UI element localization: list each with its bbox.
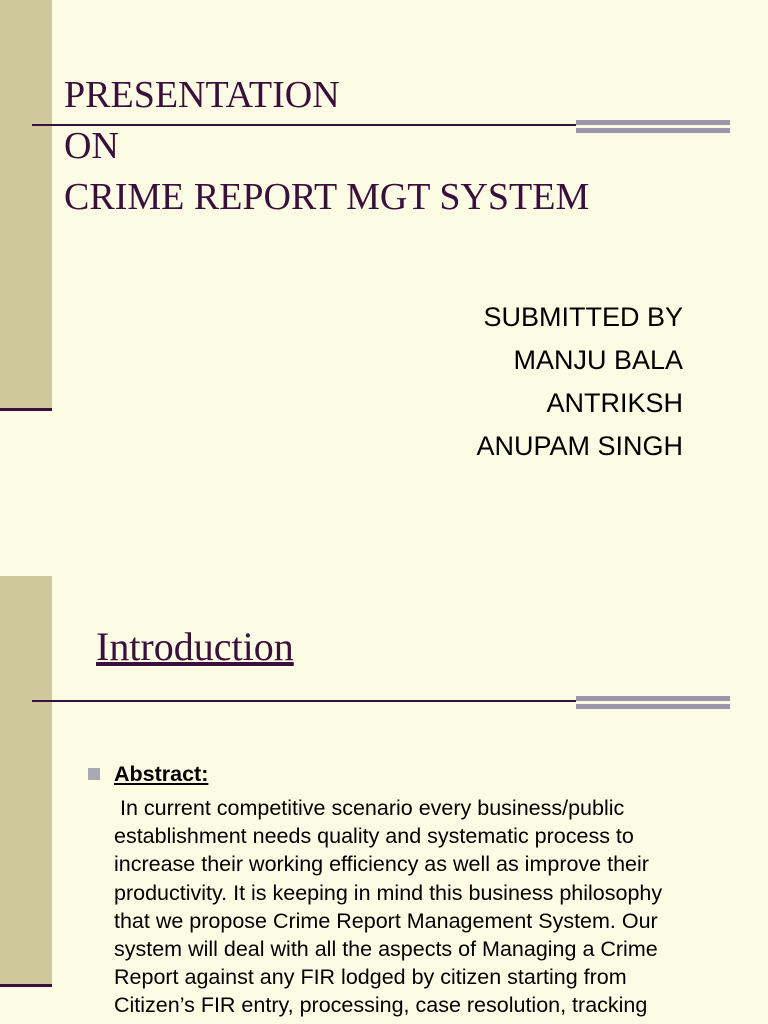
slide-title: Introduction bbox=[96, 624, 294, 669]
title-line-3: CRIME REPORT MGT SYSTEM bbox=[64, 176, 590, 218]
abstract-paragraph bbox=[114, 794, 724, 1020]
submitted-by-label: SUBMITTED BY bbox=[483, 302, 683, 332]
sidebar-stripe bbox=[0, 0, 52, 408]
sidebar-stripe bbox=[0, 576, 52, 984]
title-line-1: PRESENTATION bbox=[64, 74, 340, 116]
sidebar-underline bbox=[0, 984, 52, 987]
author-name: ANUPAM SINGH bbox=[476, 431, 683, 461]
author-name: ANTRIKSH bbox=[546, 388, 683, 418]
abstract-line: that we propose Crime Report Management System. Our bbox=[114, 908, 658, 933]
sidebar-underline bbox=[0, 408, 52, 411]
abstract-line: In current competitive scenario every business/public bbox=[114, 796, 625, 820]
accent-bar bbox=[576, 120, 730, 133]
title-line-2: ON bbox=[64, 125, 119, 167]
authors-block bbox=[476, 296, 683, 468]
accent-bar bbox=[576, 696, 730, 709]
abstract-line: productivity. It is keeping in mind this business philosophy bbox=[114, 880, 663, 905]
abstract-line: Report against any FIR lodged by citizen starting from bbox=[114, 965, 627, 990]
abstract-label: Abstract: bbox=[114, 762, 209, 786]
author-name: MANJU BALA bbox=[513, 345, 683, 375]
square-bullet-icon bbox=[88, 768, 100, 780]
presentation-title bbox=[64, 70, 589, 223]
title-divider bbox=[32, 700, 580, 702]
abstract-line: increase their working efficiency as well as improve their bbox=[114, 852, 649, 877]
slide-2 bbox=[0, 576, 768, 1024]
abstract-line: Citizen’s FIR entry, processing, case resolution, tracking bbox=[114, 993, 648, 1018]
abstract-line: system will deal with all the aspects of Managing a Crime bbox=[114, 937, 658, 962]
abstract-line: establishment needs quality and systematic process to bbox=[114, 824, 634, 849]
